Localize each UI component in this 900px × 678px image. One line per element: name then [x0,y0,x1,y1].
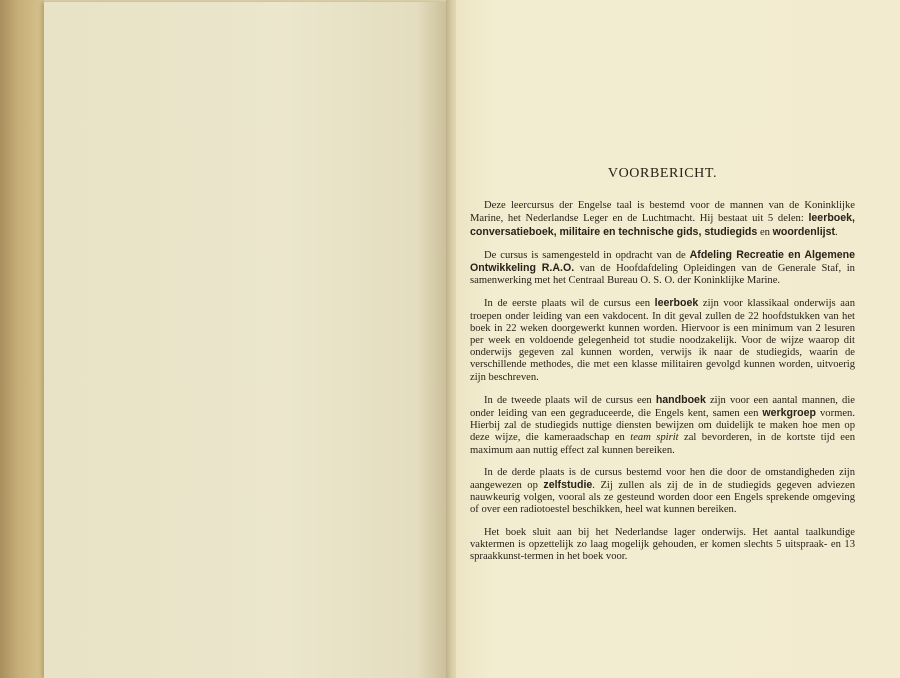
paragraph-6: Het boek sluit aan bij het Nederlandse lager onderwijs. Het aantal taalkundige vaktermen is opzettelijk zo laag mogelijk gehouden, er komen slechts 5 uitspraak- en 13 spraakkunst-termen in het boek voor. [470,526,855,563]
paragraph-1: Deze leercursus der Engelse taal is bestemd voor de mannen van de Koninklijke Marine, het Nederlandse Leger en de Luchtmacht. Hij bestaat uit 5 delen: leerboek, conversatieboek, militaire en technische gids, studiegids en woordenlijst. [470,200,855,238]
page-title: VOORBERICHT. [607,166,718,181]
left-page-blank [44,2,449,678]
paragraph-3: In de eerste plaats wil de cursus een leerboek zijn voor klassikaal onderwijs aan troepen onder leiding van een vakdocent. In dit geval zullen de 22 hoofdstukken van het boek in 22 weken doorgewerkt kunnen worden. Hiervoor is een minimum van 2 lesuren per week en voldoende gelegenheid tot studie noodzakelijk. Voor de wijze waarop dit onderwijs gegeven zal kunnen worden, verwijs ik naar de studiegids, waarin de verschillende methodes, die met een klasse militairen gevolgd kunnen worden, uitvoerig zijn beschreven. [470,297,855,383]
paragraph-4: In de tweede plaats wil de cursus een handboek zijn voor een aantal mannen, die onder leiding van een gegraduceerde, die Engels kent, samen een werkgroep vormen. Hierbij zal de studiegids nuttige diensten bewijzen om duidelijk te maken hoe men op deze wijze, die kameraadschap en team spirit zal bevorderen, in de kortste tijd een maximum aan nuttig effect zal kunnen bereiken. [470,393,855,456]
page-edges [0,0,44,678]
preface-text [470,168,855,573]
right-page [456,0,900,678]
paragraph-2: De cursus is samengesteld in opdracht van de Afdeling Recreatie en Algemene Ontwikkeling R.A.O. van de Hoofdafdeling Opleidingen van de Generale Staf, in samenwerking met het Centraal Bureau O. S. O. der Koninklijke Marine. [470,248,855,287]
paragraph-5: In de derde plaats is de cursus bestemd voor hen die door de omstandigheden zijn aangewezen op zelfstudie. Zij zullen als zij de in de studiegids gegeven adviezen nauwkeurig volgen, vooral als ze gesteund worden door een Engels sprekende omgeving of over een radiotoestel beschikken, heel wat kunnen bereiken. [470,466,855,516]
